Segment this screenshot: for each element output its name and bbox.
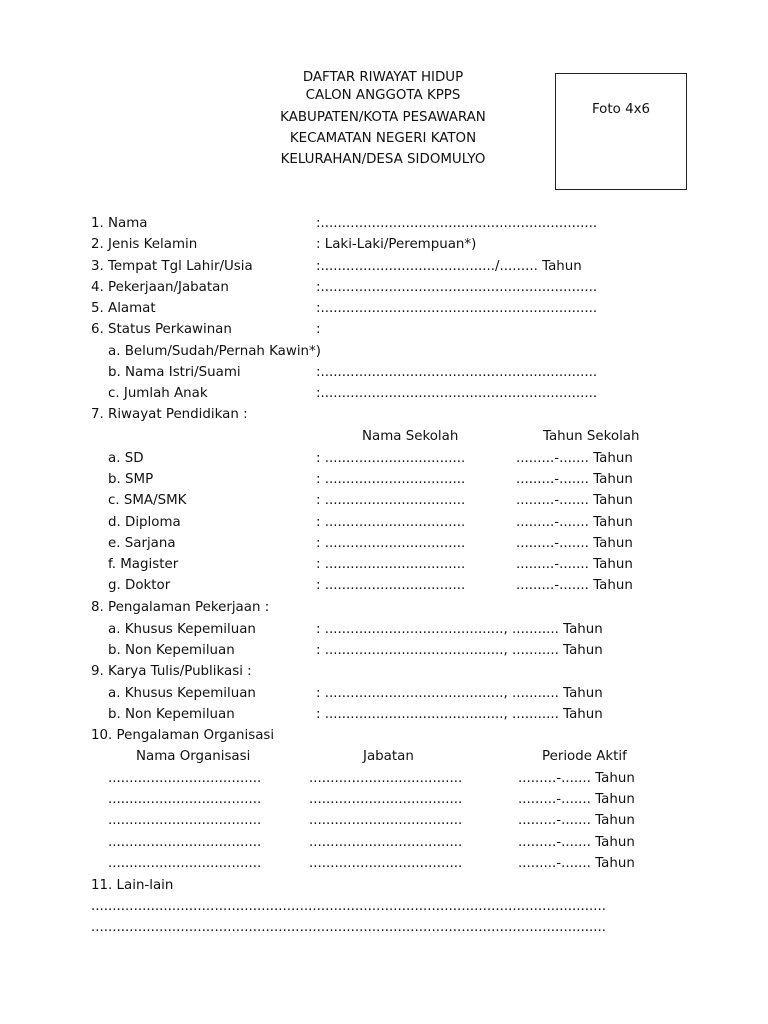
education-col-school: Nama Sekolah — [362, 429, 459, 444]
other-title: 11. Lain-lain — [91, 878, 174, 893]
education-row-school: : ................................. — [316, 515, 466, 530]
education-row-label: d. Diploma — [108, 515, 181, 530]
header-village: KELURAHAN/DESA SIDOMULYO — [280, 152, 486, 167]
education-row-year: .........-....... Tahun — [516, 451, 633, 466]
field-job-value: :................................................................. — [316, 280, 598, 295]
education-row-label: f. Magister — [108, 557, 179, 572]
organization-row-period: .........-....... Tahun — [518, 856, 635, 871]
organization-row-period: .........-....... Tahun — [518, 792, 635, 807]
education-col-year: Tahun Sekolah — [543, 429, 640, 444]
field-spouse-label: b. Nama Istri/Suami — [108, 365, 241, 380]
education-row-label: a. SD — [108, 451, 144, 466]
work-row-value: : .........................................., ........... Tahun — [316, 622, 603, 637]
education-row-year: .........-....... Tahun — [516, 536, 633, 551]
publications-row-label: b. Non Kepemiluan — [108, 707, 235, 722]
field-children-value: :................................................................. — [316, 386, 598, 401]
organization-row-position: .................................... — [309, 835, 463, 850]
organization-row-name: .................................... — [108, 771, 262, 786]
education-row-year: .........-....... Tahun — [516, 493, 633, 508]
education-row-school: : ................................. — [316, 451, 466, 466]
publications-row-value: : .........................................., ........... Tahun — [316, 707, 603, 722]
education-row-year: .........-....... Tahun — [516, 472, 633, 487]
organization-row-position: .................................... — [309, 856, 463, 871]
education-row-label: b. SMP — [108, 472, 154, 487]
publications-row-label: a. Khusus Kepemiluan — [108, 686, 256, 701]
header-district: KECAMATAN NEGERI KATON — [289, 131, 477, 146]
field-address-label: 5. Alamat — [91, 301, 156, 316]
field-children-label: c. Jumlah Anak — [108, 386, 208, 401]
education-row-label: e. Sarjana — [108, 536, 176, 551]
photo-label: Foto 4x6 — [591, 102, 651, 117]
organization-col-period: Periode Aktif — [542, 749, 627, 764]
field-marital-label: 6. Status Perkawinan — [91, 322, 232, 337]
organization-col-name: Nama Organisasi — [136, 749, 251, 764]
organization-col-position: Jabatan — [363, 749, 414, 764]
organization-row-name: .................................... — [108, 856, 262, 871]
other-line: ......................................................................................................................... — [91, 920, 607, 935]
field-spouse-value: :................................................................. — [316, 365, 598, 380]
education-row-year: .........-....... Tahun — [516, 557, 633, 572]
field-job-label: 4. Pekerjaan/Jabatan — [91, 280, 229, 295]
header-title: DAFTAR RIWAYAT HIDUP — [302, 70, 464, 85]
organization-row-period: .........-....... Tahun — [518, 771, 635, 786]
field-marital-value: : — [316, 322, 321, 337]
other-line: ......................................................................................................................... — [91, 899, 607, 914]
education-row-school: : ................................. — [316, 557, 466, 572]
field-birth-label: 3. Tempat Tgl Lahir/Usia — [91, 259, 253, 274]
field-gender-label: 2. Jenis Kelamin — [91, 237, 198, 252]
field-address-value: :................................................................. — [316, 301, 598, 316]
field-marital-a-label: a. Belum/Sudah/Pernah Kawin*) — [108, 344, 321, 359]
education-row-year: .........-....... Tahun — [516, 515, 633, 530]
work-row-value: : .........................................., ........... Tahun — [316, 643, 603, 658]
education-row-school: : ................................. — [316, 578, 466, 593]
organization-row-name: .................................... — [108, 813, 262, 828]
field-nama-label: 1. Nama — [91, 216, 148, 231]
organization-row-name: .................................... — [108, 835, 262, 850]
education-title: 7. Riwayat Pendidikan : — [91, 407, 248, 422]
organization-row-position: .................................... — [309, 813, 463, 828]
education-row-school: : ................................. — [316, 472, 466, 487]
header-subtitle: CALON ANGGOTA KPPS — [305, 88, 461, 103]
organization-title: 10. Pengalaman Organisasi — [91, 728, 275, 743]
education-row-school: : ................................. — [316, 536, 466, 551]
education-row-school: : ................................. — [316, 493, 466, 508]
education-row-label: c. SMA/SMK — [108, 493, 187, 508]
field-nama-value: :................................................................. — [316, 216, 598, 231]
education-row-label: g. Doktor — [108, 578, 171, 593]
photo-box — [555, 73, 687, 190]
work-title: 8. Pengalaman Pekerjaan : — [91, 600, 270, 615]
field-birth-value: :........................................./......... Tahun — [316, 259, 582, 274]
organization-row-period: .........-....... Tahun — [518, 813, 635, 828]
work-row-label: b. Non Kepemiluan — [108, 643, 235, 658]
organization-row-name: .................................... — [108, 792, 262, 807]
field-gender-value: : Laki-Laki/Perempuan*) — [316, 237, 477, 252]
publications-title: 9. Karya Tulis/Publikasi : — [91, 664, 252, 679]
work-row-label: a. Khusus Kepemiluan — [108, 622, 256, 637]
organization-row-position: .................................... — [309, 771, 463, 786]
education-row-year: .........-....... Tahun — [516, 578, 633, 593]
organization-row-period: .........-....... Tahun — [518, 835, 635, 850]
publications-row-value: : .........................................., ........... Tahun — [316, 686, 603, 701]
organization-row-position: .................................... — [309, 792, 463, 807]
header-regency: KABUPATEN/KOTA PESAWARAN — [280, 110, 486, 125]
